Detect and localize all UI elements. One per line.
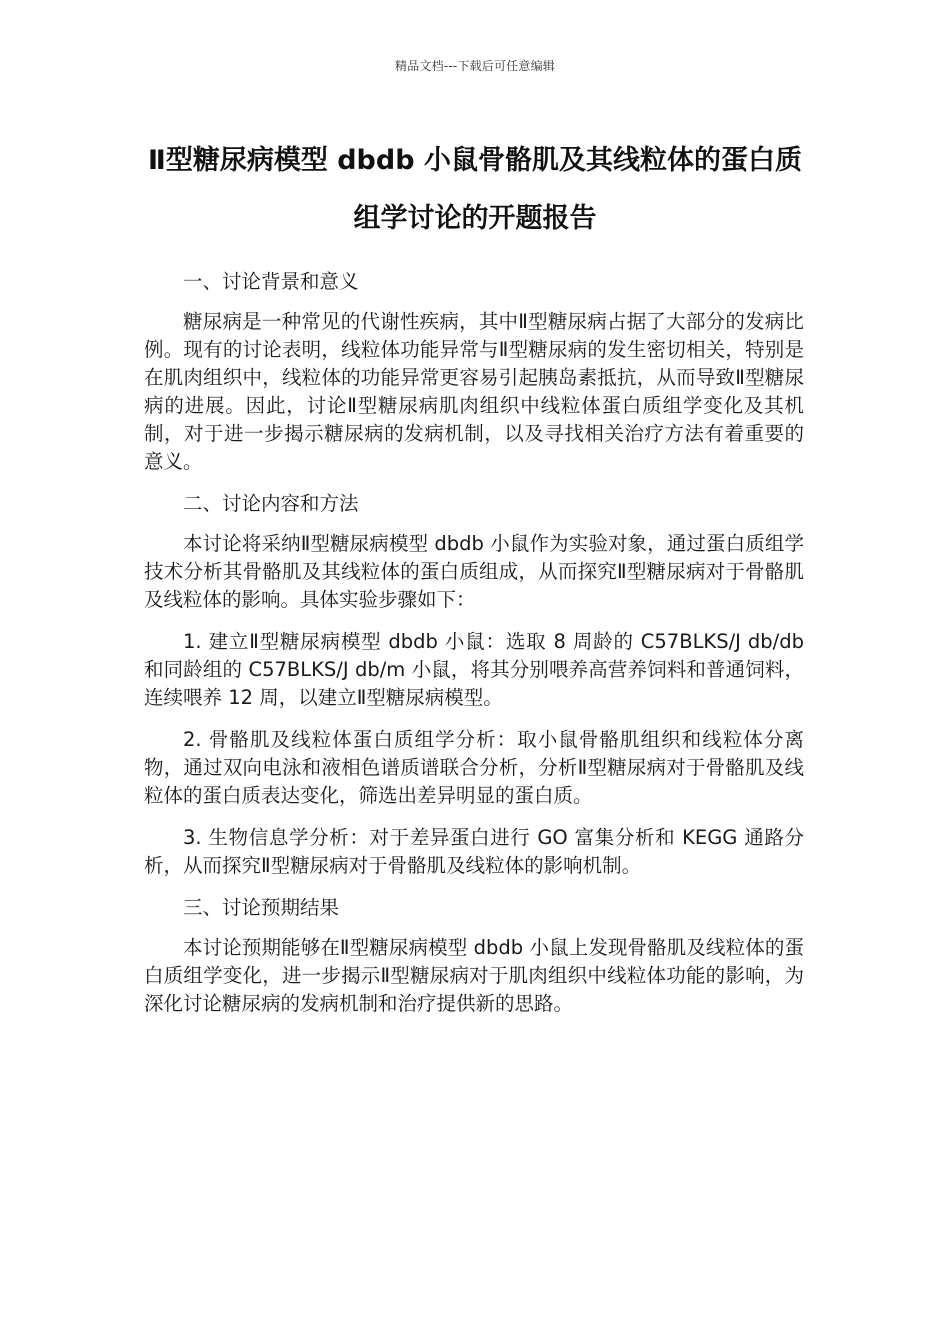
paragraph-background: 糖尿病是一种常见的代谢性疾病，其中Ⅱ型糖尿病占据了大部分的发病比例。现有的讨论表明，线粒体功能异常与Ⅱ型糖尿病的发生密切相关，特别是在肌肉组织中，线粒体的功能异常更容易引起胰岛素抵抗，从而导致Ⅱ型糖尿病的进展。因此，讨论Ⅱ型糖尿病肌肉组织中线粒体蛋白质组学变化及其机制，对于进一步揭示糖尿病的发病机制，以及寻找相关治疗方法有着重要的意义。 <box>144 310 804 473</box>
document-title: Ⅱ型糖尿病模型 dbdb 小鼠骨骼肌及其线粒体的蛋白质组学讨论的开题报告 <box>148 145 802 234</box>
section-heading-background: 一、讨论背景和意义 <box>183 270 359 293</box>
paragraph-expected-results: 本讨论预期能够在Ⅱ型糖尿病模型 dbdb 小鼠上发现骨骼肌及线粒体的蛋白质组学变化，进一步揭示Ⅱ型糖尿病对于肌肉组织中线粒体功能的影响，为深化讨论糖尿病的发病机制和治疗提供新的思路。 <box>144 936 804 1015</box>
paragraph-step-3: 3. 生物信息学分析：对于差异蛋白进行 GO 富集分析和 KEGG 通路分析，从而探究Ⅱ型糖尿病对于骨骼肌及线粒体的影响机制。 <box>144 826 804 877</box>
section-heading-expected-results: 三、讨论预期结果 <box>183 896 340 919</box>
paragraph-step-1: 1. 建立Ⅱ型糖尿病模型 dbdb 小鼠：选取 8 周龄的 C57BLKS/J db/db 和同龄组的 C57BLKS/J db/m 小鼠，将其分别喂养高营养饲料和普通饲料，连续喂养 12 周，以建立Ⅱ型糖尿病模型。 <box>144 630 804 709</box>
header-note: 精品文档---下载后可任意编辑 <box>395 59 555 73</box>
paragraph-methods-intro: 本讨论将采纳Ⅱ型糖尿病模型 dbdb 小鼠作为实验对象，通过蛋白质组学技术分析其骨骼肌及其线粒体的蛋白质组成，从而探究Ⅱ型糖尿病对于骨骼肌及线粒体的影响。具体实验步骤如下： <box>144 532 804 611</box>
document-body <box>144 268 804 1032</box>
paragraph-step-2: 2. 骨骼肌及线粒体蛋白质组学分析：取小鼠骨骼肌组织和线粒体分离物，通过双向电泳和液相色谱质谱联合分析，分析Ⅱ型糖尿病对于骨骼肌及线粒体的蛋白质表达变化，筛选出差异明显的蛋白质。 <box>144 728 804 807</box>
section-heading-methods: 二、讨论内容和方法 <box>183 492 359 515</box>
